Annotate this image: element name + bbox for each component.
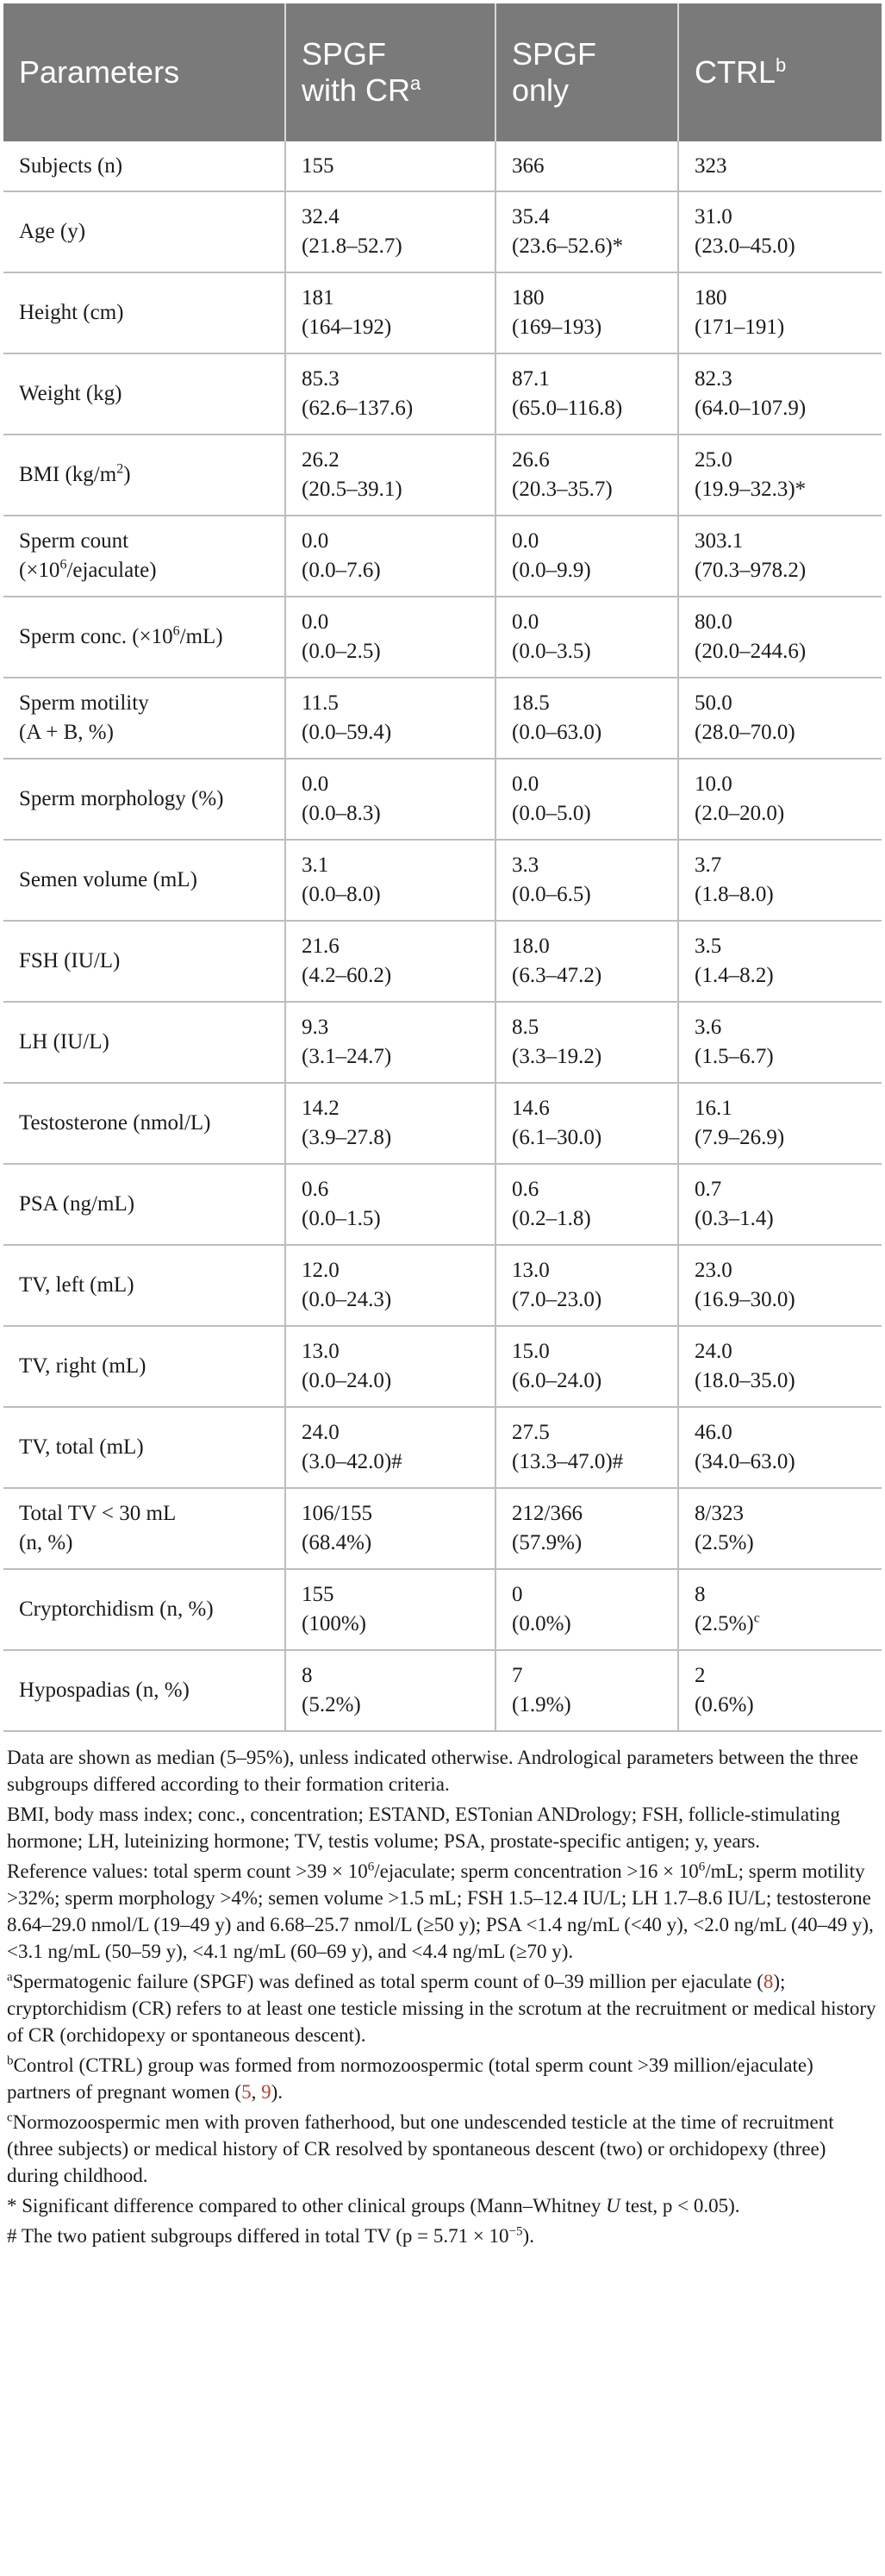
ctrl-cell: [678, 1569, 882, 1650]
column-header-label: Parameters: [19, 54, 180, 90]
cell-line: (21.8–52.7): [302, 234, 402, 258]
cell-line: (57.9%): [512, 1531, 583, 1554]
table-row: [3, 921, 882, 1002]
spgf-cr-cell: [285, 678, 495, 759]
cell-line: Age (y): [19, 220, 86, 243]
cell-line: (0.0–8.3): [302, 802, 381, 825]
cell-line: (0.0–59.4): [302, 721, 392, 744]
parameter-cell: [3, 1488, 285, 1569]
cell-line: (65.0–116.8): [512, 397, 623, 420]
cell-line: BMI $(kg/m^2)$: [19, 461, 131, 486]
cell-line: (5.2%): [302, 1693, 361, 1716]
table-row: [3, 1569, 882, 1650]
spgf-only-cell: [495, 1488, 678, 1569]
spgf-only-cell: [495, 759, 678, 840]
spgf-cr-cell: [285, 141, 495, 191]
cell-line: (68.4%): [302, 1531, 372, 1554]
cell-line: 13.0: [302, 1340, 340, 1363]
cell-line: (A + B, %): [19, 721, 114, 744]
ctrl-cell: [678, 678, 882, 759]
spgf-cr-cell: [285, 597, 495, 678]
note-reference-values: Reference values: total sperm count $>39 \times 10^6$/ejaculate; sperm concentration $>16 \times 10^6/mL$; sperm motility >32%; sperm morphology >4%; semen volume >1.5 mL; FSH 1.5–12.4 IU/L; LH 1.7–8.6 IU/L; testosterone 8.64–29.0 nmol/L (19–49 y) and 6.68–25.7 nmol/L (≥50 y); PSA <1.4 ng/mL (<40 y), <2.0 ng/mL (40–49 y), <3.1 ng/mL (50–59 y), <4.1 ng/mL (60–69 y), and <4.4 ng/mL (≥70 y).: [7, 1860, 874, 1962]
cell-line: Sperm morphology (%): [19, 787, 224, 810]
cell-line: (3.1–24.7): [302, 1045, 392, 1068]
cell-line: (2.0–20.0): [695, 802, 785, 825]
table-row: [3, 1488, 882, 1569]
parameter-cell: [3, 1326, 285, 1407]
cell-line: 80.0: [695, 610, 732, 634]
cell-line: 8: [695, 1583, 706, 1606]
cell-line: 85.3: [302, 367, 340, 391]
cell-line: (0.2–1.8): [512, 1207, 591, 1230]
cell-line: (1.4–8.2): [695, 964, 774, 987]
cell-line: (0.0–2.5): [302, 640, 381, 663]
parameter-cell: [3, 921, 285, 1002]
spgf-cr-cell: [285, 840, 495, 921]
footnote-a: $^a$Spermatogenic failure (SPGF) was defined as total sperm count of 0–39 million per ejaculate (8); cryptorchidism (CR) refers to at least one testicle missing in the scrotum at the recruitment or medical history of CR (orchidopexy or spontaneous descent).: [7, 1970, 876, 2046]
cell-line: 26.2: [302, 448, 340, 472]
table-row: [3, 191, 882, 272]
parameter-cell: [3, 1569, 285, 1650]
cell-line: (1.5–6.7): [695, 1045, 774, 1068]
cell-line: (2.5%): [695, 1531, 754, 1554]
parameter-cell: [3, 678, 285, 759]
table-row: [3, 1164, 882, 1245]
table-body: [3, 141, 882, 1731]
cell-line: Cryptorchidism (n, %): [19, 1597, 214, 1621]
cell-line: 32.4: [302, 205, 340, 228]
cell-line: (1.8–8.0): [695, 883, 774, 906]
cell-line: (23.6–52.6)*: [512, 234, 624, 258]
ctrl-cell: [678, 759, 882, 840]
parameter-cell: [3, 435, 285, 516]
ctrl-cell: [678, 353, 882, 435]
column-header-footnote-mark: a: [410, 72, 421, 94]
cell-line: 21.6: [302, 935, 340, 958]
cell-line: 87.1: [512, 367, 550, 391]
spgf-cr-cell: [285, 1164, 495, 1245]
cell-line: 3.7: [695, 853, 722, 877]
cell-line: FSH (IU/L): [19, 949, 121, 972]
header-row: [3, 3, 882, 141]
spgf-only-cell: [495, 921, 678, 1002]
parameter-cell: [3, 759, 285, 840]
spgf-cr-cell: [285, 759, 495, 840]
cell-line: 8.5: [512, 1016, 539, 1039]
cell-line: (62.6–137.6): [302, 397, 414, 420]
cell-line: (3.9–27.8): [302, 1126, 392, 1149]
table-row: [3, 435, 882, 516]
ctrl-cell: [678, 1164, 882, 1245]
table-row: [3, 516, 882, 597]
table-row: [3, 141, 882, 191]
cell-line: PSA (ng/mL): [19, 1192, 135, 1216]
cell-line: 82.3: [695, 367, 732, 391]
table-row: [3, 1407, 882, 1488]
ctrl-cell: [678, 435, 882, 516]
cell-line: 0: [512, 1583, 523, 1606]
cell-line: (34.0–63.0): [695, 1450, 795, 1473]
spgf-only-cell: [495, 272, 678, 353]
cell-line: 323: [695, 153, 727, 178]
parameter-cell: [3, 1164, 285, 1245]
cell-line: 11.5: [302, 691, 339, 715]
table-header: [3, 3, 882, 141]
cell-line: (70.3–978.2): [695, 559, 807, 582]
cell-line: (3.3–19.2): [512, 1045, 602, 1068]
cell-line: (n, %): [19, 1531, 73, 1554]
cell-line: 24.0: [302, 1421, 340, 1444]
cell-line: (19.9–32.3)*: [695, 478, 807, 501]
ctrl-cell: [678, 141, 882, 191]
spgf-only-cell: [495, 1083, 678, 1164]
ctrl-cell: [678, 272, 882, 353]
spgf-only-cell: [495, 1326, 678, 1407]
cell-line: (13.3–47.0)#: [512, 1450, 624, 1473]
spgf-only-cell: [495, 1650, 678, 1731]
cell-line: (100%): [302, 1612, 366, 1635]
cell-line: (16.9–30.0): [695, 1288, 795, 1311]
cell-line: 0.7: [695, 1178, 722, 1201]
parameters-table: [3, 3, 882, 1732]
ctrl-cell: [678, 1083, 882, 1164]
ctrl-cell: [678, 840, 882, 921]
cell-line: 3.3: [512, 853, 539, 877]
cell-line: 212/366: [512, 1502, 583, 1525]
cell-line: 0.0: [302, 529, 329, 553]
cell-line: 25.0: [695, 448, 732, 472]
column-header-1: [285, 3, 495, 141]
cell-line: $(2.5\%)^c$: [695, 1610, 760, 1635]
cell-line: 9.3: [302, 1016, 329, 1039]
cell-line: 10.0: [695, 772, 732, 796]
cell-line: 0.0: [512, 610, 539, 634]
cell-line: 13.0: [512, 1259, 550, 1282]
cell-line: 0.0: [302, 610, 329, 634]
ctrl-cell: [678, 191, 882, 272]
cell-line: (23.0–45.0): [695, 234, 795, 258]
cell-line: 27.5: [512, 1421, 550, 1444]
spgf-cr-cell: [285, 516, 495, 597]
column-header-footnote-mark: b: [776, 54, 787, 76]
cell-line: Total TV < 30 mL: [19, 1502, 177, 1525]
cell-line: $(\times 10^6/ejaculate)$: [19, 557, 157, 582]
cell-line: (0.6%): [695, 1693, 754, 1716]
spgf-only-cell: [495, 1002, 678, 1083]
parameter-cell: [3, 1650, 285, 1731]
cell-line: 155: [302, 153, 334, 178]
spgf-cr-cell: [285, 1569, 495, 1650]
ctrl-cell: [678, 1407, 882, 1488]
cell-line: (64.0–107.9): [695, 397, 807, 420]
table-row: [3, 678, 882, 759]
spgf-only-cell: [495, 141, 678, 191]
cell-line: 8: [302, 1664, 313, 1687]
cell-line: (169–193): [512, 316, 602, 339]
cell-line: 180: [512, 286, 545, 309]
cell-line: (20.0–244.6): [695, 640, 807, 663]
cell-line: 0.0: [512, 772, 539, 796]
cell-line: (3.0–42.0)#: [302, 1450, 402, 1473]
cell-line: 23.0: [695, 1259, 732, 1282]
cell-line: Sperm motility: [19, 691, 149, 715]
cell-line: 3.1: [302, 853, 329, 877]
cell-line: 106/155: [302, 1502, 372, 1525]
column-header-2: [495, 3, 678, 141]
parameter-cell: [3, 141, 285, 191]
ctrl-cell: [678, 1002, 882, 1083]
cell-line: 14.2: [302, 1097, 340, 1120]
parameter-cell: [3, 191, 285, 272]
cell-line: 3.6: [695, 1016, 722, 1039]
cell-line: Hypospadias (n, %): [19, 1679, 190, 1702]
spgf-cr-cell: [285, 1002, 495, 1083]
cell-line: (0.0–7.6): [302, 559, 381, 582]
cell-line: (0.0%): [512, 1612, 571, 1635]
cell-line: 3.5: [695, 935, 722, 958]
cell-line: LH (IU/L): [19, 1030, 109, 1054]
parameter-cell: [3, 1407, 285, 1488]
cell-line: 31.0: [695, 205, 732, 228]
table-notes: [3, 1744, 882, 2249]
cell-line: (20.3–35.7): [512, 478, 613, 501]
column-header-3: [678, 3, 882, 141]
spgf-only-cell: [495, 1245, 678, 1326]
table-row: [3, 1083, 882, 1164]
parameter-cell: [3, 840, 285, 921]
table-row: [3, 1245, 882, 1326]
cell-line: (6.1–30.0): [512, 1126, 602, 1149]
spgf-only-cell: [495, 1164, 678, 1245]
cell-line: 15.0: [512, 1340, 550, 1363]
spgf-only-cell: [495, 191, 678, 272]
cell-line: TV, total (mL): [19, 1435, 144, 1459]
ctrl-cell: [678, 1326, 882, 1407]
ctrl-cell: [678, 1650, 882, 1731]
table-row: [3, 1326, 882, 1407]
cell-line: (7.0–23.0): [512, 1288, 602, 1311]
cell-line: 8/323: [695, 1502, 744, 1525]
cell-line: 12.0: [302, 1259, 340, 1282]
cell-line: (4.2–60.2): [302, 964, 392, 987]
column-header-0: [3, 3, 285, 141]
cell-line: 0.0: [302, 772, 329, 796]
spgf-cr-cell: [285, 1326, 495, 1407]
cell-line: Height (cm): [19, 301, 124, 324]
cell-line: Semen volume (mL): [19, 868, 197, 891]
spgf-cr-cell: [285, 272, 495, 353]
footnote-b: $^b$Control (CTRL) group was formed from normozoospermic (total sperm count >39 million/ejaculate) partners of pregnant women (5, 9).: [7, 2054, 813, 2103]
spgf-only-cell: [495, 840, 678, 921]
cell-line: 24.0: [695, 1340, 732, 1363]
spgf-cr-cell: [285, 1488, 495, 1569]
cell-line: (0.0–5.0): [512, 802, 591, 825]
cell-line: 0.0: [512, 529, 539, 553]
cell-line: Subjects (n): [19, 153, 123, 178]
parameter-cell: [3, 597, 285, 678]
spgf-cr-cell: [285, 435, 495, 516]
cell-line: (6.0–24.0): [512, 1369, 602, 1392]
note-data-shown: Data are shown as median (5–95%), unless indicated otherwise. Andrological parameters between the three subgroups differed according to their formation criteria.: [7, 1747, 859, 1795]
cell-line: 2: [695, 1664, 706, 1687]
table-row: [3, 840, 882, 921]
cell-line: 26.6: [512, 448, 550, 472]
cell-line: 155: [302, 1583, 334, 1606]
footnote-c: $^c$Normozoospermic men with proven fatherhood, but one undescended testicle at the time of recruitment (three subjects) or medical history of CR resolved by spontaneous descent (two) or orchidopexy (three) during childhood.: [7, 2110, 834, 2186]
cell-line: 16.1: [695, 1097, 732, 1120]
parameter-cell: [3, 516, 285, 597]
column-header-label: CTRL: [695, 54, 776, 90]
cell-line: TV, right (mL): [19, 1354, 146, 1378]
cell-line: TV, left (mL): [19, 1273, 134, 1297]
spgf-only-cell: [495, 678, 678, 759]
table-row: [3, 272, 882, 353]
spgf-cr-cell: [285, 1650, 495, 1731]
cell-line: 35.4: [512, 205, 550, 228]
cell-line: (6.3–47.2): [512, 964, 602, 987]
spgf-only-cell: [495, 1407, 678, 1488]
cell-line: (18.0–35.0): [695, 1369, 795, 1392]
spgf-only-cell: [495, 516, 678, 597]
cell-line: Testosterone (nmol/L): [19, 1111, 211, 1135]
table-row: [3, 1650, 882, 1731]
ctrl-cell: [678, 597, 882, 678]
parameter-cell: [3, 353, 285, 435]
cell-line: (20.5–39.1): [302, 478, 402, 501]
cell-line: (164–192): [302, 316, 392, 339]
ctrl-cell: [678, 1488, 882, 1569]
cell-line: 0.6: [512, 1178, 539, 1201]
spgf-cr-cell: [285, 921, 495, 1002]
spgf-only-cell: [495, 435, 678, 516]
cell-line: (0.3–1.4): [695, 1207, 774, 1230]
cell-line: (0.0–9.9): [512, 559, 591, 582]
table-row: [3, 597, 882, 678]
cell-line: 0.6: [302, 1178, 329, 1201]
column-header-label: SPGF only: [512, 36, 597, 108]
cell-line: (0.0–3.5): [512, 640, 591, 663]
note-abbreviations: BMI, body mass index; conc., concentration; ESTAND, ESTonian ANDrology; FSH, follicle-stimulating hormone; LH, luteinizing hormone; TV, testis volume; PSA, prostate-specific antigen; y, years.: [7, 1804, 840, 1852]
cell-line: 180: [695, 286, 727, 309]
cell-line: 303.1: [695, 529, 744, 553]
cell-line: 7: [512, 1664, 523, 1687]
cell-line: (0.0–1.5): [302, 1207, 381, 1230]
spgf-cr-cell: [285, 1407, 495, 1488]
ctrl-cell: [678, 921, 882, 1002]
cell-line: (0.0–24.0): [302, 1369, 392, 1392]
parameter-cell: [3, 272, 285, 353]
cell-line: (1.9%): [512, 1693, 571, 1716]
cell-line: (0.0–6.5): [512, 883, 591, 906]
cell-line: (28.0–70.0): [695, 721, 795, 744]
spgf-only-cell: [495, 597, 678, 678]
cell-line: Weight (kg): [19, 382, 122, 405]
cell-line: (171–191): [695, 316, 785, 339]
cell-line: Sperm conc. $(\times 10^6/mL)$: [19, 623, 223, 648]
cell-line: 18.5: [512, 691, 550, 715]
ctrl-cell: [678, 516, 882, 597]
spgf-only-cell: [495, 1569, 678, 1650]
parameter-cell: [3, 1002, 285, 1083]
spgf-cr-cell: [285, 353, 495, 435]
ctrl-cell: [678, 1245, 882, 1326]
table-row: [3, 353, 882, 435]
spgf-cr-cell: [285, 1083, 495, 1164]
footnote-star: * Significant difference compared to other clinical groups (Mann–Whitney U test, p < 0.05).: [7, 2195, 740, 2216]
spgf-only-cell: [495, 353, 678, 435]
column-header-label: SPGF with CR: [302, 36, 411, 108]
cell-line: (0.0–24.3): [302, 1288, 392, 1311]
cell-line: Sperm count: [19, 529, 129, 553]
cell-line: 181: [302, 286, 334, 309]
table-row: [3, 1002, 882, 1083]
cell-line: 366: [512, 153, 545, 178]
table-row: [3, 759, 882, 840]
cell-line: (0.0–63.0): [512, 721, 602, 744]
cell-line: (0.0–8.0): [302, 883, 381, 906]
table-container: [3, 3, 882, 2253]
cell-line: 18.0: [512, 935, 550, 958]
parameter-cell: [3, 1245, 285, 1326]
cell-line: 46.0: [695, 1421, 732, 1444]
spgf-cr-cell: [285, 1245, 495, 1326]
cell-line: 14.6: [512, 1097, 550, 1120]
spgf-cr-cell: [285, 191, 495, 272]
parameter-cell: [3, 1083, 285, 1164]
cell-line: (7.9–26.9): [695, 1126, 785, 1149]
footnote-hash: # The two patient subgroups differed in total TV $(p = 5.71 \times 10^{-5})$.: [7, 2224, 534, 2247]
cell-line: 50.0: [695, 691, 732, 715]
